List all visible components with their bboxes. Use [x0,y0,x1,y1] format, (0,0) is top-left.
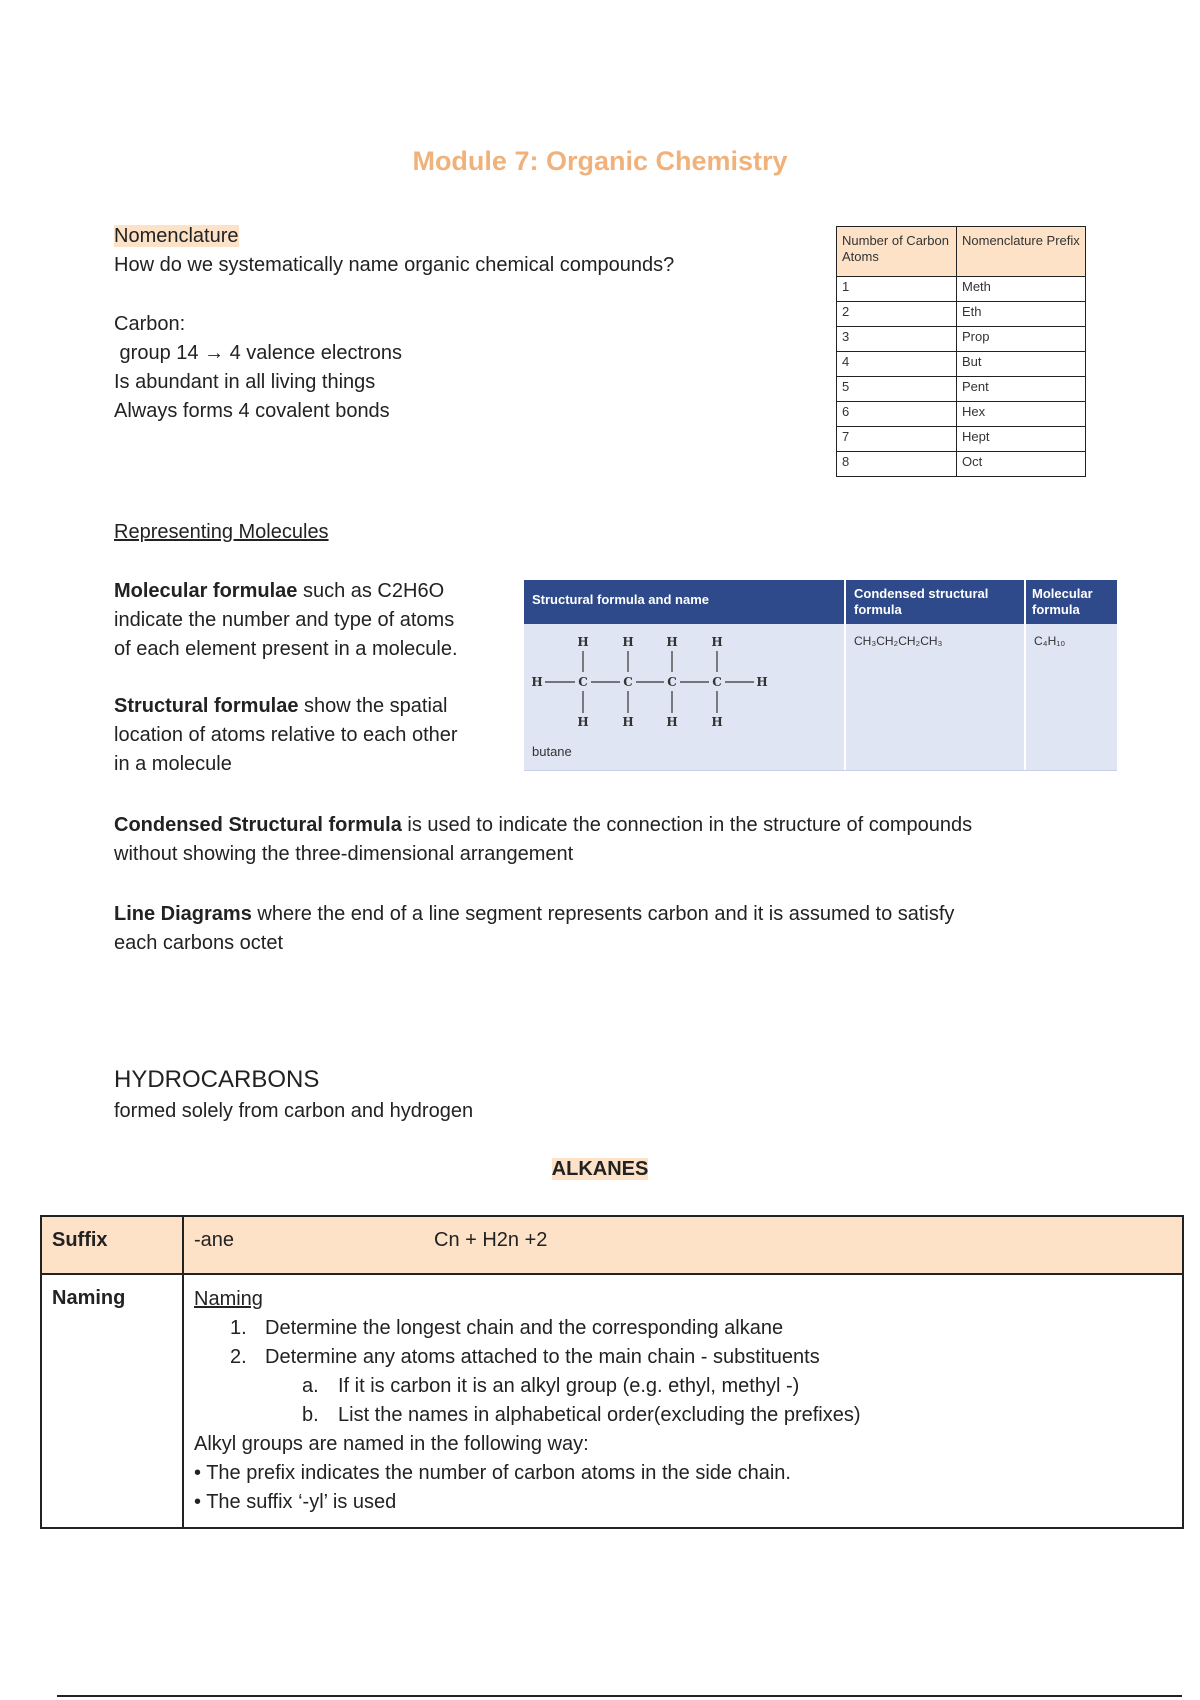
atom-h: H [666,635,678,649]
structural-formula-figure [524,580,1117,771]
naming-cell [183,1274,1183,1528]
molecular-bold: Molecular formulae [114,580,298,602]
table-row [837,327,1086,352]
cell-count: 6 [837,402,957,427]
atom-c: C [578,675,588,689]
suffix-label: Suffix [41,1216,183,1274]
naming-substep: b. List the names in alphabetical order(excluding the prefixes) [302,1404,861,1426]
carbon-line: group 14 → 4 valence electrons [114,342,402,364]
atom-h: H [711,715,723,729]
carbon-line: Is abundant in all living things [114,371,376,393]
alkyl-bullet: • The suffix ‘-yl’ is used [194,1491,397,1513]
atom-h: H [577,635,589,649]
condensed-bold: Condensed Structural formula [114,814,402,836]
bond-lines [545,651,754,713]
structural-formulae-text [114,692,514,779]
cell-prefix: But [957,352,1086,377]
atom-h: H [622,635,634,649]
molecular-line: indicate the number and type of atoms [114,609,455,631]
representing-heading: Representing Molecules [114,521,329,543]
figure-divider [844,580,846,770]
molecular-formula: C₄H₁₀ [1034,634,1066,648]
condensed-line2: without showing the three-dimensional arrangement [114,843,574,865]
cell-count: 7 [837,427,957,452]
cell-count: 2 [837,302,957,327]
naming-step-text: Determine any atoms attached to the main chain - substituents [265,1346,820,1368]
atom-h: H [577,715,589,729]
line-diagrams-rest: where the end of a line segment represents carbon and it is assumed to satisfy [251,903,955,925]
figure-col-molecular: Molecular formula [1032,586,1093,617]
naming-substep-text: List the names in alphabetical order(excluding the prefixes) [338,1404,861,1426]
cell-count: 4 [837,352,957,377]
naming-substep: a. If it is carbon it is an alkyl group (e.g. ethyl, methyl -) [302,1375,800,1397]
suffix-cell [183,1216,1183,1274]
carbon-section [114,310,402,426]
naming-label: Naming [41,1274,183,1528]
table-row [837,352,1086,377]
naming-heading: Naming [194,1288,263,1310]
page-title: Module 7: Organic Chemistry [412,146,788,176]
figure-divider [1024,580,1026,770]
figure-col-condensed: Condensed structural formula [854,586,989,617]
line-diagrams-bold: Line Diagrams [114,903,252,925]
molecule-name: butane [532,744,572,759]
structural-line: location of atoms relative to each other [114,724,458,746]
nomenclature-question: How do we systematically name organic chemical compounds? [114,254,675,276]
line-diagrams-paragraph [114,900,1114,958]
cell-count: 3 [837,327,957,352]
alkanes-heading: ALKANES [551,1158,649,1180]
naming-step: 2. Determine any atoms attached to the main chain - substituents [230,1346,820,1368]
table-row [837,402,1086,427]
suffix-value: -ane [194,1229,235,1251]
table-row [837,427,1086,452]
atom-h: H [622,715,634,729]
butane-structure [524,630,784,750]
atom-h: H [711,635,723,649]
molecular-rest: such as C2H6O [297,580,445,602]
cell-count: 8 [837,452,957,477]
suffix-row [41,1216,1183,1274]
atom-c: C [667,675,677,689]
naming-step-text: Determine the longest chain and the corresponding alkane [265,1317,784,1339]
line-diagrams-line2: each carbons octet [114,932,283,954]
atom-c: C [712,675,722,689]
prefix-table [836,226,1086,477]
alkanes-table [40,1215,1184,1529]
structural-bold: Structural formulae [114,695,299,717]
bottom-divider [57,1695,1182,1697]
structural-rest: show the spatial [298,695,448,717]
condensed-paragraph [114,811,1114,869]
nomenclature-heading: Nomenclature [114,225,239,247]
atom-c: C [623,675,633,689]
header-prefix: Nomenclature Prefix [957,227,1086,277]
carbon-heading: Carbon: [114,313,186,335]
general-formula: Cn + H2n +2 [434,1229,548,1251]
table-row [837,452,1086,477]
naming-step: 1. Determine the longest chain and the corresponding alkane [230,1317,784,1339]
table-row [837,377,1086,402]
condensed-rest: is used to indicate the connection in the structure of compounds [401,814,973,836]
cell-prefix: Hex [957,402,1086,427]
figure-header [524,580,1117,624]
atom-h: H [531,675,543,689]
structural-line: in a molecule [114,753,232,775]
hydrocarbons-heading: HYDROCARBONS [114,1066,320,1093]
naming-substep-text: If it is carbon it is an alkyl group (e.g. ethyl, methyl -) [338,1375,800,1397]
cell-count: 5 [837,377,957,402]
figure-col-structural: Structural formula and name [532,592,709,607]
cell-prefix: Pent [957,377,1086,402]
nomenclature-section [114,222,674,280]
alkyl-intro: Alkyl groups are named in the following way: [194,1433,589,1455]
molecular-line: of each element present in a molecule. [114,638,458,660]
table-row [837,302,1086,327]
cell-prefix: Oct [957,452,1086,477]
atom-h: H [756,675,768,689]
cell-prefix: Meth [957,277,1086,302]
cell-count: 1 [837,277,957,302]
alkyl-bullet: • The prefix indicates the number of carbon atoms in the side chain. [194,1462,791,1484]
alkanes-heading-wrap [0,1158,1200,1181]
condensed-formula: CH₃CH₂CH₂CH₃ [854,634,943,648]
cell-prefix: Eth [957,302,1086,327]
prefix-table-header [837,227,1086,277]
cell-prefix: Hept [957,427,1086,452]
carbon-line: Always forms 4 covalent bonds [114,400,390,422]
hydrocarbons-sub: formed solely from carbon and hydrogen [114,1100,474,1122]
naming-row [41,1274,1183,1528]
table-row [837,277,1086,302]
cell-prefix: Prop [957,327,1086,352]
molecular-formulae-text [114,577,514,664]
atom-h: H [666,715,678,729]
header-carbon-atoms: Number of Carbon Atoms [837,227,957,277]
